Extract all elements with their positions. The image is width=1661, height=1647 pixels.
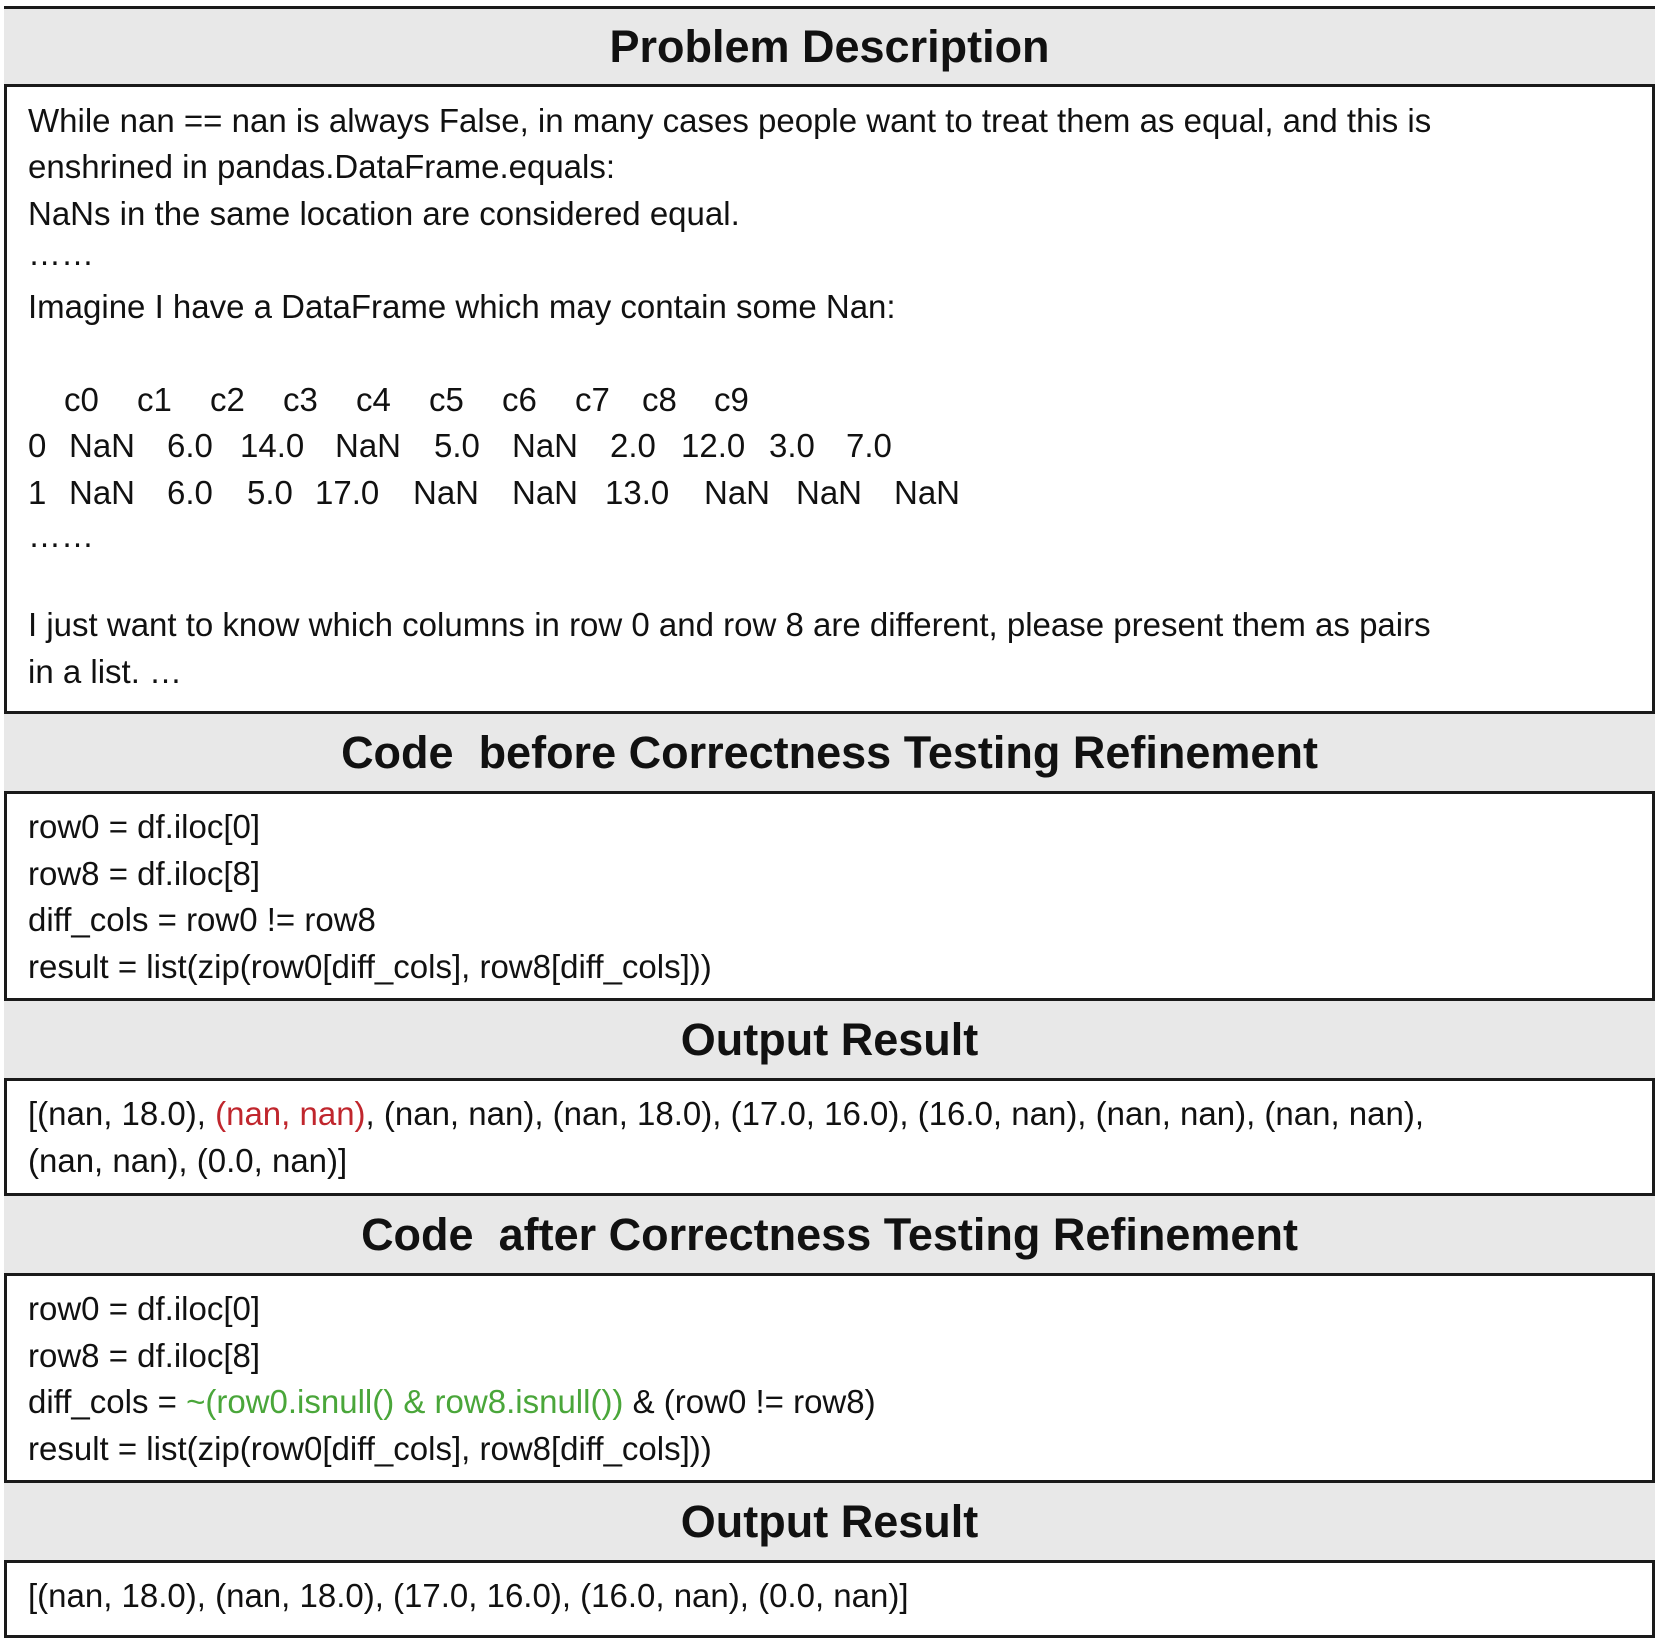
table-cell: NaN	[413, 474, 480, 511]
table-cell: NaN	[69, 427, 136, 464]
code-line: row0 = df.iloc[0]	[28, 1290, 261, 1327]
code-before-title: Code before Correctness Testing Refinement	[341, 726, 1318, 778]
code-line: result = list(zip(row0[diff_cols], row8[diff_cols]))	[28, 1430, 712, 1467]
table-header-cell: c1	[137, 381, 172, 418]
code-after-body	[4, 1276, 1655, 1482]
output-line: (nan, nan), (0.0, nan)]	[28, 1142, 348, 1179]
code-line: diff_cols = row0 != row8	[28, 901, 376, 938]
code-text: & (row0 != row8)	[623, 1383, 876, 1420]
code-line	[28, 1385, 876, 1418]
code-text: diff_cols =	[28, 1383, 187, 1420]
problem-line: enshrined in pandas.DataFrame.equals:	[28, 148, 616, 185]
table-cell: 13.0	[605, 474, 670, 511]
table-cell: 5.0	[247, 474, 293, 511]
problem-description-header	[4, 6, 1655, 87]
problem-line: NaNs in the same location are considered equal.	[28, 195, 740, 232]
output-after-header	[4, 1480, 1655, 1563]
problem-line: I just want to know which columns in row 0 and row 8 are different, please present them as pairs	[28, 606, 1431, 643]
table-cell: 6.0	[167, 474, 213, 511]
table-cell: NaN	[704, 474, 771, 511]
incorrect-pair-highlight: (nan, nan)	[215, 1095, 366, 1132]
output-before-title: Output Result	[680, 1013, 979, 1065]
fix-highlight: ~(row0.isnull() & row8.isnull())	[186, 1383, 624, 1420]
table-cell: NaN	[335, 427, 402, 464]
table-cell: 17.0	[315, 474, 380, 511]
table-header-cell: c2	[210, 381, 245, 418]
table-cell: 6.0	[167, 427, 213, 464]
table-header-cell: c6	[502, 381, 537, 418]
table-cell: NaN	[512, 474, 579, 511]
table-header-cell: c3	[283, 381, 318, 418]
table-cell: 12.0	[681, 427, 746, 464]
table-row-index: 1	[28, 474, 47, 511]
problem-description-body	[4, 87, 1655, 714]
table-header-cell: c8	[642, 381, 677, 418]
ellipsis: ……	[28, 517, 94, 554]
code-before-body	[4, 794, 1655, 999]
table-header-cell: c4	[356, 381, 391, 418]
problem-line: in a list. …	[28, 653, 183, 690]
output-line	[28, 1097, 1424, 1130]
table-cell: 3.0	[769, 427, 815, 464]
output-before-body	[4, 1081, 1655, 1195]
ellipsis: ……	[28, 235, 94, 272]
problem-description-title: Problem Description	[609, 20, 1050, 72]
output-text: , (nan, nan), (nan, 18.0), (17.0, 16.0), (16.0, nan), (nan, nan), (nan, nan),	[365, 1095, 1425, 1132]
table-header-cell: c0	[64, 381, 99, 418]
code-line: result = list(zip(row0[diff_cols], row8[diff_cols]))	[28, 948, 712, 985]
table-cell: NaN	[796, 474, 863, 511]
table-cell: 2.0	[610, 427, 656, 464]
table-cell: NaN	[512, 427, 579, 464]
code-line: row8 = df.iloc[8]	[28, 855, 261, 892]
table-header-cell: c5	[429, 381, 464, 418]
code-before-header	[4, 711, 1655, 794]
code-after-title: Code after Correctness Testing Refinement	[361, 1208, 1298, 1260]
code-line: row0 = df.iloc[0]	[28, 808, 261, 845]
output-text: [(nan, 18.0),	[28, 1095, 216, 1132]
table-cell: NaN	[894, 474, 961, 511]
table-cell: 7.0	[846, 427, 892, 464]
table-header-cell: c9	[714, 381, 749, 418]
table-cell: 5.0	[434, 427, 480, 464]
output-line: [(nan, 18.0), (nan, 18.0), (17.0, 16.0), (16.0, nan), (0.0, nan)]	[28, 1577, 909, 1614]
problem-line: While nan == nan is always False, in many cases people want to treat them as equal, and this is	[28, 102, 1432, 139]
output-after-body	[4, 1563, 1655, 1638]
problem-line: Imagine I have a DataFrame which may contain some Nan:	[28, 288, 896, 325]
output-before-header	[4, 998, 1655, 1081]
code-after-header	[4, 1193, 1655, 1276]
table-row-index: 0	[28, 427, 47, 464]
table-cell: NaN	[69, 474, 136, 511]
table-header-cell: c7	[575, 381, 610, 418]
code-line: row8 = df.iloc[8]	[28, 1337, 261, 1374]
output-after-title: Output Result	[680, 1495, 979, 1547]
table-cell: 14.0	[240, 427, 305, 464]
